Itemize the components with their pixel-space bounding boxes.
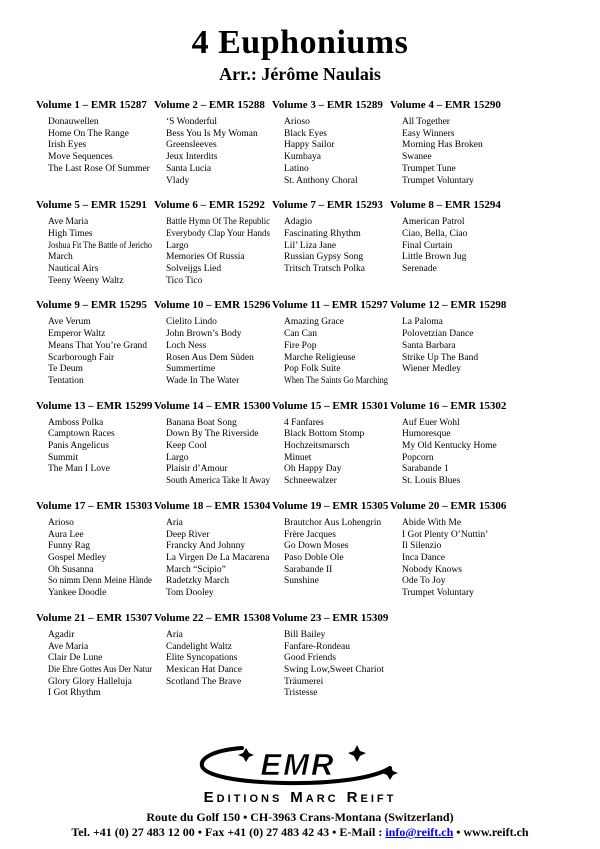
song-item: Tom Dooley — [166, 588, 214, 599]
song-item: La Virgen De La Macarena — [166, 552, 270, 563]
song-item: Il Silenzio — [402, 541, 442, 552]
song-list — [272, 217, 390, 276]
song-item: Cielito Lindo — [166, 317, 217, 328]
song-item: Oh Susanna — [48, 564, 94, 575]
song-list — [272, 418, 390, 488]
volume-header: Volume 2 – EMR 15288 — [154, 99, 265, 111]
song-item: Move Sequences — [48, 152, 113, 163]
song-item: All Together — [402, 117, 450, 127]
song-item: Largo — [166, 452, 189, 463]
song-item: Happy Sailor — [284, 140, 335, 151]
song-list — [154, 217, 272, 287]
caption-word: EDITIONS — [203, 789, 283, 806]
song-item: Sarabande 1 — [402, 464, 449, 475]
song-list — [272, 630, 390, 700]
volume-block — [154, 299, 272, 387]
song-item: Die Ehre Gottes Aus Der Natur — [48, 664, 152, 675]
song-item: Aura Lee — [48, 529, 84, 540]
song-item: March — [48, 252, 73, 263]
song-item: Aria — [166, 629, 183, 640]
song-item: Te Deum — [48, 364, 83, 375]
song-item: Popcorn — [402, 452, 434, 463]
song-list — [390, 518, 508, 600]
volume-block — [36, 400, 154, 488]
song-list — [36, 117, 154, 176]
song-item: Elite Syncopations — [166, 653, 238, 664]
song-item: Black Bottom Stomp — [284, 429, 365, 440]
volume-block — [154, 199, 272, 287]
song-item: Final Curtain — [402, 240, 453, 251]
song-item: Oh Happy Day — [284, 464, 342, 475]
song-item: Candelight Waltz — [166, 641, 232, 652]
volume-block — [272, 199, 390, 287]
song-item: Fanfare-Rondeau — [284, 641, 350, 652]
volume-header: Volume 13 – EMR 15299 — [36, 399, 153, 412]
song-item: Funny Rag — [48, 541, 90, 552]
caption-word: MARC — [290, 789, 339, 806]
editions-marc-reift-caption — [0, 789, 600, 806]
song-item: Trumpet Voluntary — [402, 175, 474, 186]
song-item: Everybody Clap Your Hands — [166, 228, 271, 239]
page-subtitle: Arr.: Jérôme Naulais — [219, 64, 381, 84]
song-item: Vlady — [166, 175, 190, 186]
song-item: Black Eyes — [284, 128, 328, 139]
song-item: Hochzeitsmarsch — [284, 441, 350, 452]
song-list — [154, 418, 272, 488]
volume-block — [390, 199, 508, 287]
song-item: Ave Verum — [48, 317, 91, 328]
song-item: Can Can — [284, 329, 317, 340]
song-item: Glory Glory Halleluja — [48, 676, 132, 687]
song-item: My Old Kentucky Home — [402, 441, 497, 452]
song-item: Bill Bailey — [284, 629, 326, 640]
song-item: Ave Maria — [48, 217, 89, 228]
song-list — [36, 630, 154, 700]
song-item: Trumpet Voluntary — [402, 588, 474, 599]
volume-header: Volume 17 – EMR 15303 — [36, 499, 153, 512]
song-item: When The Saints Go Marching — [284, 375, 388, 386]
song-item: Keep Cool — [166, 441, 207, 452]
song-item: Home On The Range — [48, 128, 129, 139]
song-item: Largo — [166, 240, 189, 251]
star-icon — [348, 745, 366, 762]
volume-header: Volume 16 – EMR 15302 — [390, 399, 507, 412]
song-list — [390, 418, 508, 488]
song-list — [36, 518, 154, 600]
volume-block — [272, 612, 390, 700]
song-item: Sarabande II — [284, 564, 333, 575]
song-item: Ciao, Bella, Ciao — [402, 228, 468, 239]
page-title: 4 Euphoniums — [191, 24, 409, 61]
song-item: Trumpet Tune — [402, 163, 456, 174]
song-item: American Patrol — [402, 217, 465, 228]
volume-header: Volume 21 – EMR 15307 — [36, 611, 153, 624]
address-line: Route du Golf 150 • CH-3963 Crans-Montana (Switzerland) — [146, 810, 454, 824]
song-list — [154, 630, 272, 689]
volume-header: Volume 15 – EMR 15301 — [272, 399, 389, 412]
volume-header: Volume 20 – EMR 15306 — [390, 499, 507, 512]
song-item: Donauwellen — [48, 117, 99, 127]
song-list — [154, 317, 272, 387]
song-item: Amboss Polka — [48, 417, 104, 428]
volume-header: Volume 9 – EMR 15295 — [36, 299, 147, 312]
volume-header: Volume 10 – EMR 15296 — [154, 299, 271, 312]
song-item: Teeny Weeny Waltz — [48, 275, 124, 286]
song-list — [272, 117, 390, 187]
volume-header: Volume 22 – EMR 15308 — [154, 611, 271, 624]
song-item: Tico Tico — [166, 275, 203, 286]
song-item: Tentation — [48, 375, 84, 386]
song-item: Marche Religieuse — [284, 352, 356, 363]
song-item: Polovetzian Dance — [402, 329, 474, 340]
volume-header: Volume 4 – EMR 15290 — [390, 99, 501, 111]
volume-block — [36, 99, 154, 187]
song-item: Nautical Airs — [48, 264, 99, 275]
song-item: Russian Gypsy Song — [284, 252, 364, 263]
song-item: 4 Fanfares — [284, 417, 324, 428]
volume-block — [390, 299, 508, 387]
song-item: Kumbaya — [284, 152, 321, 163]
song-list — [272, 518, 390, 588]
song-item: High Times — [48, 228, 93, 239]
contact-line — [0, 825, 600, 840]
song-item: Swing Low,Sweet Chariot — [284, 664, 384, 675]
song-item: Banana Boat Song — [166, 417, 237, 428]
song-item: Wade In The Water — [166, 375, 240, 386]
song-item: Pop Folk Suite — [284, 364, 341, 375]
song-item: Frère Jacques — [284, 529, 336, 540]
song-item: Yankee Doodle — [48, 588, 107, 599]
volume-header: Volume 11 – EMR 15297 — [272, 299, 388, 312]
song-item: ‘S Wonderful — [166, 117, 218, 127]
song-item: Tristesse — [284, 688, 318, 699]
song-item: Lil’ Liza Jane — [284, 240, 337, 251]
song-item: Easy Winners — [402, 128, 455, 139]
song-list — [36, 217, 154, 287]
song-item: Mexican Hat Dance — [166, 664, 242, 675]
volume-block — [154, 400, 272, 488]
song-item: Ode To Joy — [402, 576, 446, 587]
volume-block — [390, 99, 508, 187]
song-item: Battle Hymn Of The Republic — [166, 217, 270, 228]
volume-block — [36, 199, 154, 287]
volume-block — [390, 400, 508, 488]
song-item: I Got Rhythm — [48, 688, 101, 699]
volume-header: Volume 12 – EMR 15298 — [390, 299, 507, 312]
contact-prefix: Tel. +41 (0) 27 483 12 00 • Fax +41 (0) 27 483 42 43 • E-Mail : — [71, 825, 386, 839]
song-item: Means That You’re Grand — [48, 340, 148, 351]
song-item: Joshua Fit The Battle of Jericho — [48, 240, 153, 251]
song-item: Schneewalzer — [284, 476, 337, 487]
song-item: Auf Euer Wohl — [402, 417, 460, 428]
volume-block — [272, 400, 390, 488]
song-item: Arioso — [284, 117, 310, 127]
song-item: Minuet — [284, 452, 312, 463]
song-item: I Got Plenty O’Nuttin’ — [402, 529, 489, 540]
song-item: Clair De Lune — [48, 653, 103, 664]
song-item: Loch Ness — [166, 340, 207, 351]
song-list — [36, 418, 154, 477]
emr-logo — [0, 742, 600, 788]
song-item: Go Down Moses — [284, 541, 349, 552]
volumes-grid — [36, 99, 600, 700]
song-item: South America Take It Away — [166, 476, 270, 487]
song-item: Good Friends — [284, 653, 336, 664]
song-list — [36, 317, 154, 387]
song-item: March “Scipio” — [166, 564, 226, 575]
song-item: Jeux Interdits — [166, 152, 218, 163]
contact-suffix: • www.reift.ch — [453, 825, 529, 839]
song-item: Scarborough Fair — [48, 352, 115, 363]
song-item: John Brown’s Body — [166, 329, 242, 340]
song-item: Strike Up The Band — [402, 352, 479, 363]
song-item: Agadir — [48, 629, 75, 640]
volume-header: Volume 3 – EMR 15289 — [272, 99, 383, 111]
song-item: Paso Doble Ole — [284, 552, 344, 563]
emr-logo-graphic — [194, 742, 406, 788]
song-item: Plaisir d’Amour — [166, 464, 228, 475]
song-item: Adagio — [284, 217, 312, 228]
song-item: Nobody Knows — [402, 564, 462, 575]
song-item: La Paloma — [402, 317, 443, 328]
song-item: Down By The Riverside — [166, 429, 259, 440]
caption-word: REIFT — [346, 789, 397, 806]
song-item: Radetzky March — [166, 576, 230, 587]
song-item: St. Louis Blues — [402, 476, 461, 487]
song-list — [154, 518, 272, 600]
song-item: Summertime — [166, 364, 216, 375]
song-item: Little Brown Jug — [402, 252, 467, 263]
song-item: Sunshine — [284, 576, 319, 587]
volume-block — [36, 299, 154, 387]
song-item: So nimm Denn Meine Hände — [48, 576, 152, 587]
volume-block — [272, 500, 390, 600]
song-item: Greensleeves — [166, 140, 217, 151]
song-list — [390, 317, 508, 376]
song-item: Aria — [166, 517, 183, 528]
song-item: Deep River — [166, 529, 210, 540]
song-item: Camptown Races — [48, 429, 115, 440]
song-item: The Last Rose Of Summer — [48, 163, 150, 174]
song-item: St. Anthony Choral — [284, 175, 358, 186]
volume-header: Volume 19 – EMR 15305 — [272, 499, 389, 512]
emr-logo-text: EMR — [260, 747, 336, 782]
song-item: Gospel Medley — [48, 552, 107, 563]
song-item: Abide With Me — [402, 517, 462, 528]
song-item: Rosen Aus Dem Süden — [166, 352, 254, 363]
song-item: Irish Eyes — [48, 140, 87, 151]
song-item: Santa Barbara — [402, 340, 456, 351]
volume-header: Volume 1 – EMR 15287 — [36, 99, 147, 111]
song-item: Amazing Grace — [284, 317, 344, 328]
song-list — [272, 317, 390, 387]
volume-block — [390, 500, 508, 600]
volume-header: Volume 5 – EMR 15291 — [36, 199, 147, 212]
song-item: Swanee — [402, 152, 432, 163]
song-item: Ave Maria — [48, 641, 89, 652]
volume-block — [272, 99, 390, 187]
song-item: Summit — [48, 452, 79, 463]
song-item: Brautchor Aus Lohengrin — [284, 517, 382, 528]
song-item: Humoresque — [402, 429, 451, 440]
volume-header: Volume 14 – EMR 15300 — [154, 399, 271, 412]
volume-header: Volume 23 – EMR 15309 — [272, 611, 389, 624]
song-item: Morning Has Broken — [402, 140, 483, 151]
song-item: Solveijgs Lied — [166, 264, 222, 275]
volume-block — [272, 299, 390, 387]
volume-block — [36, 612, 154, 700]
song-list — [390, 217, 508, 276]
song-item: Emperor Waltz — [48, 329, 106, 340]
song-item: Arioso — [48, 517, 74, 528]
volume-block — [36, 500, 154, 600]
song-item: Inca Dance — [402, 552, 445, 563]
star-icon — [382, 766, 398, 780]
song-item: Latino — [284, 163, 309, 174]
volume-block — [154, 612, 272, 700]
song-item: Träumerei — [284, 676, 324, 687]
song-item: Bess You Is My Woman — [166, 128, 258, 139]
volume-header: Volume 18 – EMR 15304 — [154, 499, 271, 512]
volume-header: Volume 6 – EMR 15292 — [154, 199, 265, 212]
song-item: Fire Pop — [284, 340, 317, 351]
song-item: Wiener Medley — [402, 364, 461, 375]
volume-header: Volume 8 – EMR 15294 — [390, 199, 501, 212]
volume-block — [154, 99, 272, 187]
song-item: Panis Angelicus — [48, 441, 109, 452]
song-item: Tritsch Tratsch Polka — [284, 264, 365, 275]
email-link[interactable]: info@reift.ch — [385, 825, 454, 839]
footer — [0, 742, 600, 840]
song-item: Memories Of Russia — [166, 252, 245, 263]
song-item: Francky And Johnny — [166, 541, 246, 552]
volume-header: Volume 7 – EMR 15293 — [272, 199, 383, 212]
song-item: Santa Lucia — [166, 163, 212, 174]
song-item: Scotland The Brave — [166, 676, 242, 687]
song-item: Fascinating Rhythm — [284, 228, 361, 239]
volume-block — [154, 500, 272, 600]
song-list — [390, 117, 508, 187]
song-list — [154, 117, 272, 187]
song-item: Serenade — [402, 264, 437, 275]
song-item: The Man I Love — [48, 464, 110, 475]
